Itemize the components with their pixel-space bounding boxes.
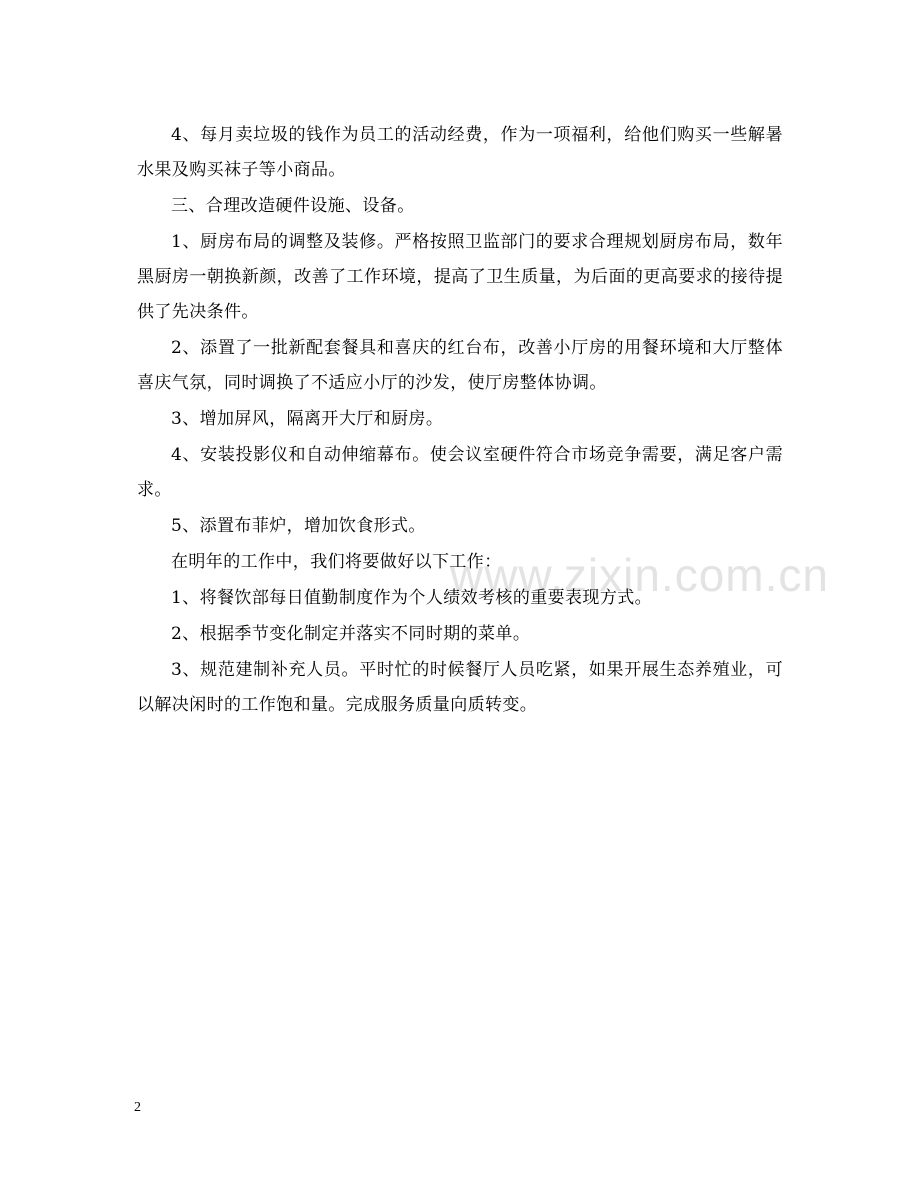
- paragraph: 3、增加屏风，隔离开大厅和厨房。: [171, 409, 444, 429]
- paragraph: 1、将餐饮部每日值勤制度作为个人绩效考核的重要表现方式。: [171, 588, 653, 608]
- paragraph: 4、每月卖垃圾的钱作为员工的活动经费，作为一项福利，给他们购买一些解暑水果及购买袜子等小商品。: [137, 125, 783, 180]
- paragraph: 5、添置布菲炉，增加饮食形式。: [171, 516, 426, 536]
- paragraph: 4、安装投影仪和自动伸缩幕布。使会议室硬件符合市场竞争需要，满足客户需求。: [137, 445, 783, 500]
- paragraph: 3、规范建制补充人员。平时忙的时候餐厅人员吃紧，如果开展生态养殖业，可以解决闲时的工作饱和量。完成服务质量向质转变。: [137, 660, 783, 715]
- section-heading: 三、合理改造硬件设施、设备。: [171, 196, 415, 216]
- watermark: www.zixin.com.cn: [450, 549, 829, 601]
- paragraph: 2、根据季节变化制定并落实不同时期的菜单。: [171, 624, 531, 644]
- page-number: 2: [134, 1100, 141, 1115]
- document-body: [137, 118, 783, 724]
- paragraph: 1、厨房布局的调整及装修。严格按照卫监部门的要求合理规划厨房布局，数年黑厨房一朝换新颜，改善了工作环境，提高了卫生质量，为后面的更高要求的接待提供了先决条件。: [137, 232, 783, 322]
- paragraph: 在明年的工作中，我们将要做好以下工作：: [171, 552, 502, 572]
- paragraph: 2、添置了一批新配套餐具和喜庆的红台布，改善小厅房的用餐环境和大厅整体喜庆气氛，同时调换了不适应小厅的沙发，使厅房整体协调。: [137, 338, 783, 393]
